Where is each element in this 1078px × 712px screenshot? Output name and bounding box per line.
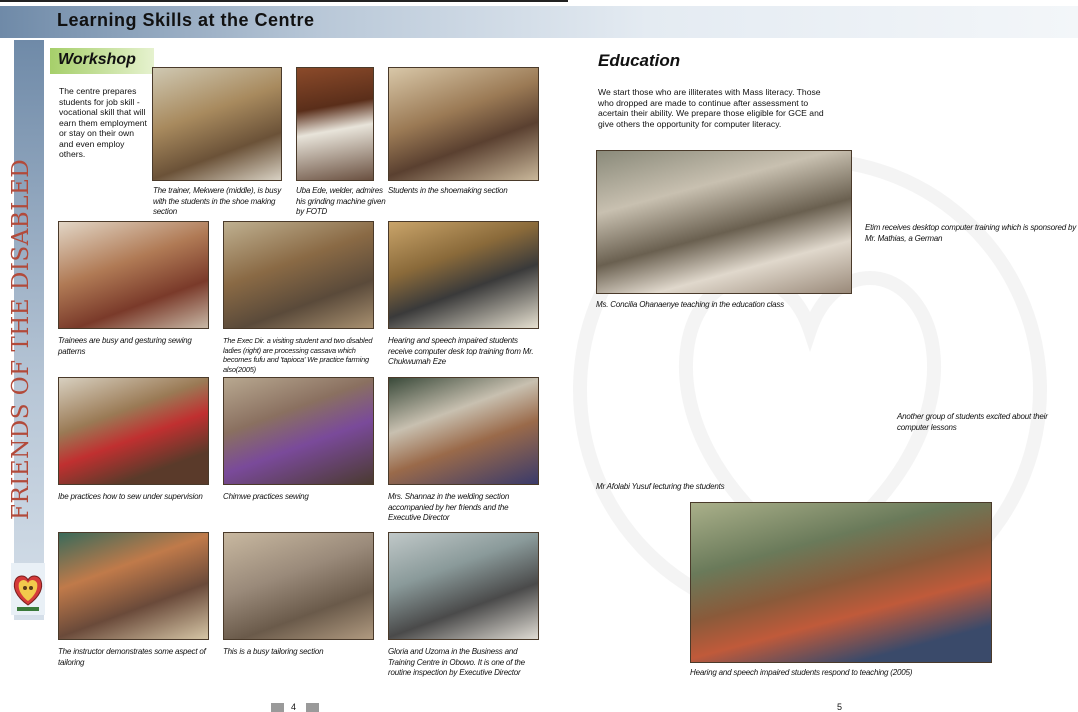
photo-shoemaking-trainer <box>152 67 282 181</box>
caption-computer-lessons: Another group of students excited about their computer lessons <box>897 412 1048 432</box>
caption-welding-visit: Mrs. Shannaz in the welding section accompanied by her friends and the Executive Director <box>388 492 510 522</box>
photo-sewing-trainees <box>58 221 209 329</box>
caption-hearing-impaired-class: Hearing and speech impaired students respond to teaching (2005) <box>690 668 913 677</box>
caption-ibe-sewing: Ibe practices how to sew under supervision <box>58 492 203 501</box>
caption-shoemaking-students: Students in the shoemaking section <box>388 186 508 195</box>
caption-etim-training: Etim receives desktop computer training which is sponsored by Mr. Mathias, a German <box>865 223 1077 243</box>
caption-computer-training: Hearing and speech impaired students receive computer desk top training from Mr. Chukwumah Eze <box>388 336 534 366</box>
caption-welder: Uba Ede, welder, admires his grinding machine given by FOTD <box>296 186 386 216</box>
caption-afolabi-lecturing: Mr Afolabi Yusuf lecturing the students <box>596 482 725 491</box>
photo-cassava-processing <box>223 221 374 329</box>
page-number-left: 4 <box>291 702 297 712</box>
caption-cassava-processing: The Exec Dir. a visiting student and two disabled ladies (right) are processing cassava which becomes fufu and 'tapioca' We practice farming also(2005) <box>223 336 373 374</box>
caption-sewing-trainees: Trainees are busy and gesturing sewing patterns <box>58 336 192 356</box>
page-title: Learning Skills at the Centre <box>57 10 315 30</box>
education-intro: We start those who are illiterates with Mass literacy. Those who dropped are made to continue after assessment to acertain their ability. We prepare those eligible for GCE and give others the opportunity for computer literacy. <box>598 87 824 129</box>
caption-business-centre: Gloria and Uzoma in the Business and Training Centre in Obowo. It is one of the routine inspection by Executive Director <box>388 647 525 677</box>
education-heading: Education <box>598 51 681 70</box>
caption-shoemaking-trainer: The trainer, Mekwere (middle), is busy with the students in the shoe making section <box>153 186 282 216</box>
caption-education-class: Ms. Concilia Ohanaenye teaching in the education class <box>596 300 784 309</box>
photo-chimwe-sewing <box>223 377 374 485</box>
photo-welder <box>296 67 374 181</box>
heart-logo-icon <box>11 563 45 615</box>
photo-hearing-impaired-class <box>690 502 992 663</box>
top-rule <box>0 0 568 2</box>
page-marker-left <box>271 703 284 712</box>
workshop-intro: The centre prepares students for job skill - vocational skill that will earn them employment or stay on their own and even employ others. <box>59 86 147 159</box>
page-marker-right <box>306 703 319 712</box>
photo-computer-training <box>388 221 539 329</box>
photo-education-class <box>596 150 852 294</box>
caption-tailoring-section: This is a busy tailoring section <box>223 647 324 656</box>
photo-ibe-sewing <box>58 377 209 485</box>
photo-tailoring-demo <box>58 532 209 640</box>
photo-tailoring-section <box>223 532 374 640</box>
caption-tailoring-demo: The instructor demonstrates some aspect of tailoring <box>58 647 206 667</box>
photo-shoemaking-students <box>388 67 539 181</box>
caption-chimwe-sewing: Chimwe practices sewing <box>223 492 309 501</box>
workshop-heading: Workshop <box>50 48 154 74</box>
side-brand-text: FRIENDS OF THE DISABLED <box>8 158 34 520</box>
photo-business-centre <box>388 532 539 640</box>
photo-welding-visit <box>388 377 539 485</box>
page-number-right: 5 <box>837 702 843 712</box>
